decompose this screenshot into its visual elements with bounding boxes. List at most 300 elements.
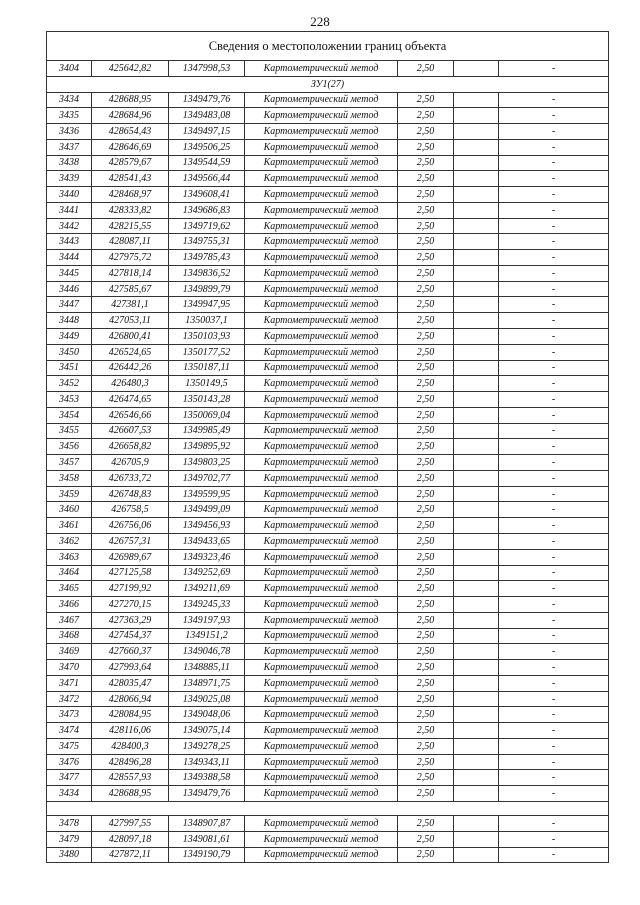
table-row [47,329,609,345]
point-number-cell: 3474 [47,723,92,739]
note-cell: - [499,344,609,360]
table-row [47,407,609,423]
method-cell: Картометрический метод [245,423,398,439]
point-number-cell: 3445 [47,265,92,281]
note-cell: - [499,644,609,660]
empty-cell [454,202,499,218]
y-coordinate-cell: 1349048,06 [169,707,245,723]
table-row [47,470,609,486]
point-number-cell: 3450 [47,344,92,360]
note-cell: - [499,313,609,329]
method-cell: Картометрический метод [245,628,398,644]
note-cell: - [499,628,609,644]
method-cell: Картометрический метод [245,171,398,187]
method-cell: Картометрический метод [245,329,398,345]
y-coordinate-cell: 1349046,78 [169,644,245,660]
empty-cell [454,155,499,171]
table-row [47,644,609,660]
empty-cell [454,250,499,266]
method-cell: Картометрический метод [245,344,398,360]
note-cell: - [499,92,609,108]
empty-cell [454,770,499,786]
y-coordinate-cell: 1349566,44 [169,171,245,187]
x-coordinate-cell: 427975,72 [92,250,169,266]
x-coordinate-cell: 426705,9 [92,455,169,471]
accuracy-cell: 2,50 [398,533,454,549]
method-cell: Картометрический метод [245,234,398,250]
empty-cell [454,597,499,613]
accuracy-cell: 2,50 [398,660,454,676]
x-coordinate-cell: 428468,97 [92,187,169,203]
method-cell: Картометрический метод [245,565,398,581]
x-coordinate-cell: 427997,55 [92,815,169,831]
page-number: 228 [310,14,330,29]
table-row [47,124,609,140]
y-coordinate-cell: 1349544,59 [169,155,245,171]
accuracy-cell: 2,50 [398,297,454,313]
point-number-cell: 3472 [47,691,92,707]
note-cell: - [499,455,609,471]
table-row [47,202,609,218]
y-coordinate-cell: 1349506,25 [169,139,245,155]
point-number-cell: 3460 [47,502,92,518]
x-coordinate-cell: 426800,41 [92,329,169,345]
empty-cell [454,218,499,234]
accuracy-cell: 2,50 [398,470,454,486]
y-coordinate-cell: 1350177,52 [169,344,245,360]
note-cell: - [499,187,609,203]
accuracy-cell: 2,50 [398,250,454,266]
method-cell: Картометрический метод [245,691,398,707]
y-coordinate-cell: 1349803,25 [169,455,245,471]
section-label: ЗУ1(27) [47,76,609,92]
y-coordinate-cell: 1349497,15 [169,124,245,140]
x-coordinate-cell: 428066,94 [92,691,169,707]
accuracy-cell: 2,50 [398,691,454,707]
empty-cell [454,392,499,408]
accuracy-cell: 2,50 [398,770,454,786]
method-cell: Картометрический метод [245,675,398,691]
note-cell: - [499,108,609,124]
point-number-cell: 3480 [47,847,92,863]
note-cell: - [499,565,609,581]
point-number-cell: 3466 [47,597,92,613]
method-cell: Картометрический метод [245,250,398,266]
y-coordinate-cell: 1349599,95 [169,486,245,502]
note-cell: - [499,61,609,77]
empty-cell [454,108,499,124]
empty-cell [454,329,499,345]
x-coordinate-cell: 428541,43 [92,171,169,187]
table-row [47,281,609,297]
method-cell: Картометрический метод [245,297,398,313]
x-coordinate-cell: 428333,82 [92,202,169,218]
x-coordinate-cell: 428496,28 [92,754,169,770]
x-coordinate-cell: 427454,37 [92,628,169,644]
point-number-cell: 3436 [47,124,92,140]
y-coordinate-cell: 1349081,61 [169,831,245,847]
point-number-cell: 3453 [47,392,92,408]
method-cell: Картометрический метод [245,360,398,376]
table-row [47,360,609,376]
accuracy-cell: 2,50 [398,108,454,124]
x-coordinate-cell: 426733,72 [92,470,169,486]
point-number-cell: 3435 [47,108,92,124]
point-number-cell: 3452 [47,376,92,392]
accuracy-cell: 2,50 [398,502,454,518]
empty-cell [454,407,499,423]
x-coordinate-cell: 426989,67 [92,549,169,565]
point-number-cell: 3448 [47,313,92,329]
accuracy-cell: 2,50 [398,265,454,281]
empty-cell [454,691,499,707]
y-coordinate-cell: 1350103,93 [169,329,245,345]
accuracy-cell: 2,50 [398,723,454,739]
empty-cell [454,644,499,660]
x-coordinate-cell: 426607,53 [92,423,169,439]
empty-cell [454,707,499,723]
table-row [47,187,609,203]
accuracy-cell: 2,50 [398,597,454,613]
table-row [47,92,609,108]
point-number-cell: 3468 [47,628,92,644]
x-coordinate-cell: 426524,65 [92,344,169,360]
y-coordinate-cell: 1350149,5 [169,376,245,392]
note-cell: - [499,707,609,723]
method-cell: Картометрический метод [245,738,398,754]
method-cell: Картометрический метод [245,723,398,739]
table-row [47,518,609,534]
method-cell: Картометрический метод [245,313,398,329]
x-coordinate-cell: 426748,83 [92,486,169,502]
x-coordinate-cell: 426758,5 [92,502,169,518]
table-row [47,218,609,234]
point-number-cell: 3440 [47,187,92,203]
y-coordinate-cell: 1349985,49 [169,423,245,439]
note-cell: - [499,518,609,534]
method-cell: Картометрический метод [245,786,398,802]
empty-cell [454,660,499,676]
accuracy-cell: 2,50 [398,754,454,770]
y-coordinate-cell: 1349686,83 [169,202,245,218]
x-coordinate-cell: 428087,11 [92,234,169,250]
accuracy-cell: 2,50 [398,139,454,155]
table-row [47,581,609,597]
note-cell: - [499,407,609,423]
point-number-cell: 3451 [47,360,92,376]
y-coordinate-cell: 1349211,69 [169,581,245,597]
accuracy-cell: 2,50 [398,92,454,108]
table-row [47,786,609,802]
x-coordinate-cell: 427363,29 [92,612,169,628]
method-cell: Картометрический метод [245,139,398,155]
y-coordinate-cell: 1350037,1 [169,313,245,329]
empty-cell [454,533,499,549]
point-number-cell: 3457 [47,455,92,471]
method-cell: Картометрический метод [245,470,398,486]
accuracy-cell: 2,50 [398,455,454,471]
empty-cell [454,92,499,108]
y-coordinate-cell: 1349719,62 [169,218,245,234]
x-coordinate-cell: 428646,69 [92,139,169,155]
note-cell: - [499,612,609,628]
accuracy-cell: 2,50 [398,61,454,77]
point-number-cell: 3446 [47,281,92,297]
y-coordinate-cell: 1348885,11 [169,660,245,676]
method-cell: Картометрический метод [245,486,398,502]
table-title: Сведения о местоположении границ объекта [47,32,609,61]
table-row [47,675,609,691]
table-row [47,234,609,250]
note-cell: - [499,423,609,439]
empty-cell [454,265,499,281]
point-number-cell: 3463 [47,549,92,565]
table-row [47,660,609,676]
method-cell: Картометрический метод [245,124,398,140]
accuracy-cell: 2,50 [398,171,454,187]
method-cell: Картометрический метод [245,265,398,281]
method-cell: Картометрический метод [245,218,398,234]
method-cell: Картометрический метод [245,407,398,423]
table-row [47,815,609,831]
empty-cell [454,423,499,439]
y-coordinate-cell: 1348971,75 [169,675,245,691]
y-coordinate-cell: 1349608,41 [169,187,245,203]
empty-cell [454,61,499,77]
table-row [47,297,609,313]
note-cell: - [499,549,609,565]
table-row [47,723,609,739]
empty-cell [454,847,499,863]
method-cell: Картометрический метод [245,660,398,676]
table-row [47,108,609,124]
point-number-cell: 3476 [47,754,92,770]
point-number-cell: 3439 [47,171,92,187]
empty-cell [454,754,499,770]
accuracy-cell: 2,50 [398,281,454,297]
accuracy-cell: 2,50 [398,423,454,439]
separator-row [47,801,609,815]
table-row [47,738,609,754]
note-cell: - [499,533,609,549]
x-coordinate-cell: 427993,64 [92,660,169,676]
empty-cell [454,439,499,455]
y-coordinate-cell: 1349456,93 [169,518,245,534]
x-coordinate-cell: 428557,93 [92,770,169,786]
note-cell: - [499,202,609,218]
method-cell: Картометрический метод [245,815,398,831]
note-cell: - [499,581,609,597]
table-row [47,549,609,565]
note-cell: - [499,675,609,691]
x-coordinate-cell: 427270,15 [92,597,169,613]
y-coordinate-cell: 1349278,25 [169,738,245,754]
x-coordinate-cell: 427585,67 [92,281,169,297]
accuracy-cell: 2,50 [398,202,454,218]
point-number-cell: 3478 [47,815,92,831]
accuracy-cell: 2,50 [398,155,454,171]
note-cell: - [499,376,609,392]
point-number-cell: 3479 [47,831,92,847]
y-coordinate-cell: 1349323,46 [169,549,245,565]
table-row [47,423,609,439]
accuracy-cell: 2,50 [398,549,454,565]
empty-cell [454,139,499,155]
accuracy-cell: 2,50 [398,738,454,754]
table-row [47,171,609,187]
note-cell: - [499,218,609,234]
table-row [47,612,609,628]
x-coordinate-cell: 428688,95 [92,92,169,108]
accuracy-cell: 2,50 [398,392,454,408]
method-cell: Картометрический метод [245,392,398,408]
coordinates-table [46,31,609,863]
x-coordinate-cell: 427872,11 [92,847,169,863]
table-row [47,628,609,644]
y-coordinate-cell: 1349836,52 [169,265,245,281]
point-number-cell: 3473 [47,707,92,723]
y-coordinate-cell: 1347998,53 [169,61,245,77]
point-number-cell: 3464 [47,565,92,581]
empty-cell [454,565,499,581]
note-cell: - [499,691,609,707]
x-coordinate-cell: 427199,92 [92,581,169,597]
y-coordinate-cell: 1349190,79 [169,847,245,863]
x-coordinate-cell: 427660,37 [92,644,169,660]
method-cell: Картометрический метод [245,612,398,628]
table-row [47,770,609,786]
table-row [47,831,609,847]
method-cell: Картометрический метод [245,754,398,770]
note-cell: - [499,770,609,786]
x-coordinate-cell: 428654,43 [92,124,169,140]
y-coordinate-cell: 1348907,87 [169,815,245,831]
point-number-cell: 3458 [47,470,92,486]
accuracy-cell: 2,50 [398,486,454,502]
table-row [47,565,609,581]
table-row [47,533,609,549]
note-cell: - [499,723,609,739]
empty-cell [454,234,499,250]
table-row [47,754,609,770]
y-coordinate-cell: 1349245,33 [169,597,245,613]
note-cell: - [499,847,609,863]
accuracy-cell: 2,50 [398,439,454,455]
empty-cell [454,486,499,502]
accuracy-cell: 2,50 [398,644,454,660]
method-cell: Картометрический метод [245,281,398,297]
note-cell: - [499,502,609,518]
method-cell: Картометрический метод [245,770,398,786]
note-cell: - [499,297,609,313]
point-number-cell: 3461 [47,518,92,534]
note-cell: - [499,234,609,250]
empty-cell [454,360,499,376]
accuracy-cell: 2,50 [398,565,454,581]
method-cell: Картометрический метод [245,502,398,518]
note-cell: - [499,738,609,754]
table-row [47,439,609,455]
method-cell: Картометрический метод [245,155,398,171]
table-row [47,250,609,266]
note-cell: - [499,281,609,297]
y-coordinate-cell: 1349947,95 [169,297,245,313]
note-cell: - [499,392,609,408]
x-coordinate-cell: 426474,65 [92,392,169,408]
y-coordinate-cell: 1349895,92 [169,439,245,455]
table-row [47,392,609,408]
x-coordinate-cell: 426546,66 [92,407,169,423]
empty-cell [454,470,499,486]
note-cell: - [499,155,609,171]
y-coordinate-cell: 1349785,43 [169,250,245,266]
accuracy-cell: 2,50 [398,124,454,140]
y-coordinate-cell: 1350187,11 [169,360,245,376]
x-coordinate-cell: 426658,82 [92,439,169,455]
note-cell: - [499,265,609,281]
point-number-cell: 3471 [47,675,92,691]
method-cell: Картометрический метод [245,108,398,124]
point-number-cell: 3449 [47,329,92,345]
x-coordinate-cell: 428035,47 [92,675,169,691]
point-number-cell: 3434 [47,92,92,108]
note-cell: - [499,171,609,187]
accuracy-cell: 2,50 [398,329,454,345]
point-number-cell: 3470 [47,660,92,676]
empty-cell [454,675,499,691]
empty-cell [454,171,499,187]
empty-cell [454,581,499,597]
empty-cell [454,612,499,628]
table-row [47,847,609,863]
note-cell: - [499,139,609,155]
y-coordinate-cell: 1350143,28 [169,392,245,408]
y-coordinate-cell: 1349075,14 [169,723,245,739]
method-cell: Картометрический метод [245,707,398,723]
y-coordinate-cell: 1349252,69 [169,565,245,581]
x-coordinate-cell: 428215,55 [92,218,169,234]
method-cell: Картометрический метод [245,597,398,613]
point-number-cell: 3441 [47,202,92,218]
x-coordinate-cell: 426756,06 [92,518,169,534]
note-cell: - [499,597,609,613]
method-cell: Картометрический метод [245,518,398,534]
note-cell: - [499,124,609,140]
x-coordinate-cell: 428097,18 [92,831,169,847]
x-coordinate-cell: 426480,3 [92,376,169,392]
empty-cell [454,187,499,203]
accuracy-cell: 2,50 [398,344,454,360]
table-row [47,597,609,613]
note-cell: - [499,831,609,847]
x-coordinate-cell: 428579,67 [92,155,169,171]
point-number-cell: 3459 [47,486,92,502]
y-coordinate-cell: 1349388,58 [169,770,245,786]
y-coordinate-cell: 1349499,09 [169,502,245,518]
x-coordinate-cell: 426442,26 [92,360,169,376]
note-cell: - [499,815,609,831]
note-cell: - [499,360,609,376]
x-coordinate-cell: 428400,3 [92,738,169,754]
table-row [47,61,609,77]
point-number-cell: 3477 [47,770,92,786]
point-number-cell: 3469 [47,644,92,660]
note-cell: - [499,486,609,502]
table-row [47,691,609,707]
table-row [47,265,609,281]
point-number-cell: 3467 [47,612,92,628]
accuracy-cell: 2,50 [398,675,454,691]
